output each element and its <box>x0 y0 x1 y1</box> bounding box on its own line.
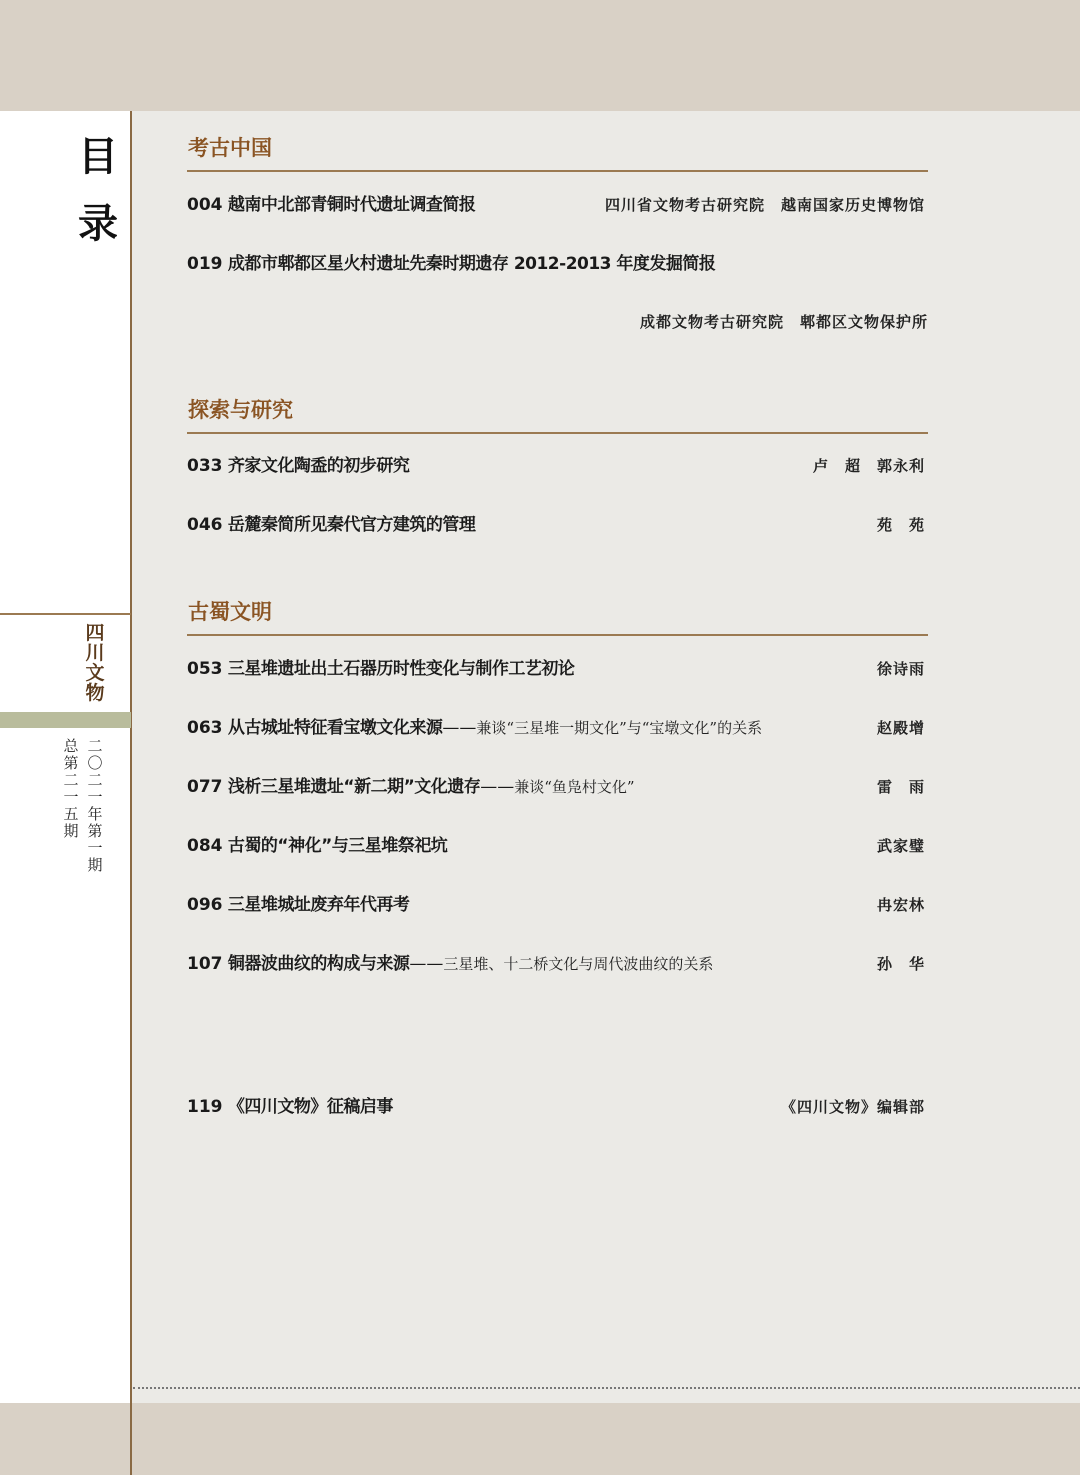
entry-title: 越南中北部青铜时代遗址调查简报 <box>227 195 476 215</box>
entry-title: 三星堆遗址出土石器历时性变化与制作工艺初论 <box>227 659 575 679</box>
entry-title: 《四川文物》征稿启事 <box>227 1097 393 1117</box>
toc-entry[interactable] <box>187 192 928 218</box>
toc-entry[interactable] <box>187 453 928 479</box>
em-dash: —— <box>480 777 515 797</box>
issue-number: 二〇二一年第一期 <box>87 737 103 874</box>
entry-title: 铜器波曲纹的构成与来源 <box>227 954 410 974</box>
bottom-band <box>0 1403 1080 1475</box>
top-band <box>0 0 1080 111</box>
total-issue-number: 总第二一五期 <box>63 737 79 840</box>
entry-title: 古蜀的“神化”与三星堆祭祀坑 <box>227 836 448 856</box>
section-rule <box>187 170 928 172</box>
toc-entry[interactable] <box>187 512 928 538</box>
entry-subtitle: 三星堆、十二桥文化与周代波曲纹的关系 <box>443 955 714 973</box>
toc-title-char-1: 目 <box>78 133 118 180</box>
entry-title: 三星堆城址废弃年代再考 <box>227 895 410 915</box>
entry-author: 孙 华 <box>876 955 925 973</box>
sidebar-rule <box>130 111 132 1475</box>
logo-char: 川 <box>85 642 105 664</box>
entry-title: 浅析三星堆遗址“新二期”文化遗存 <box>227 777 481 797</box>
journal-logo <box>80 623 110 705</box>
toc-entry-notice[interactable] <box>187 1094 928 1120</box>
logo-char: 四 <box>85 622 105 644</box>
toc-entry[interactable] <box>187 656 928 682</box>
page-number: 019 <box>187 254 223 274</box>
entry-author: 武家璧 <box>876 837 925 855</box>
entry-author: 成都文物考古研究院 郫都区文物保护所 <box>639 313 928 331</box>
bottom-dotted-rule <box>133 1387 1080 1389</box>
entry-author: 卢 超 郭永利 <box>812 457 925 475</box>
entry-subtitle: 兼谈“鱼凫村文化” <box>514 778 635 796</box>
section-heading: 探索与研究 <box>188 398 293 422</box>
main-panel <box>131 111 1080 1403</box>
entry-author: 《四川文物》编辑部 <box>780 1098 925 1116</box>
entry-author: 苑 苑 <box>876 516 925 534</box>
toc-entry[interactable] <box>187 833 928 859</box>
entry-author: 冉宏林 <box>876 896 925 914</box>
entry-subtitle: 兼谈“三星堆一期文化”与“宝墩文化”的关系 <box>476 719 763 737</box>
page-number: 107 <box>187 954 223 974</box>
entry-author: 雷 雨 <box>876 778 925 796</box>
entry-author: 徐诗雨 <box>876 660 925 678</box>
page-number: 096 <box>187 895 223 915</box>
entry-title: 齐家文化陶盉的初步研究 <box>227 456 410 476</box>
page-number: 084 <box>187 836 223 856</box>
toc-entry[interactable] <box>187 251 928 277</box>
entry-author: 赵殿增 <box>876 719 925 737</box>
section-heading: 考古中国 <box>188 136 272 160</box>
toc-title-char-2: 录 <box>78 200 118 247</box>
toc-entry[interactable] <box>187 892 928 918</box>
entry-title: 成都市郫都区星火村遗址先秦时期遗存 2012-2013 年度发掘简报 <box>227 254 716 274</box>
toc-entry[interactable] <box>187 951 928 977</box>
em-dash: —— <box>442 718 477 738</box>
page-number: 004 <box>187 195 223 215</box>
sidebar-divider <box>0 613 131 615</box>
logo-char: 文 <box>85 662 105 684</box>
page-number: 053 <box>187 659 223 679</box>
logo-band <box>0 712 131 728</box>
section-rule <box>187 432 928 434</box>
toc-entry[interactable] <box>187 715 928 741</box>
page-number: 119 <box>187 1097 223 1117</box>
page-number: 033 <box>187 456 223 476</box>
em-dash: —— <box>409 954 444 974</box>
entry-title: 岳麓秦简所见秦代官方建筑的管理 <box>227 515 476 535</box>
page-number: 046 <box>187 515 223 535</box>
toc-entry[interactable] <box>187 774 928 800</box>
section-rule <box>187 634 928 636</box>
entry-author: 四川省文物考古研究院 越南国家历史博物馆 <box>604 196 925 214</box>
page-number: 063 <box>187 718 223 738</box>
page-number: 077 <box>187 777 223 797</box>
entry-title: 从古城址特征看宝墩文化来源 <box>227 718 443 738</box>
section-heading: 古蜀文明 <box>188 600 272 624</box>
logo-char: 物 <box>85 682 105 704</box>
